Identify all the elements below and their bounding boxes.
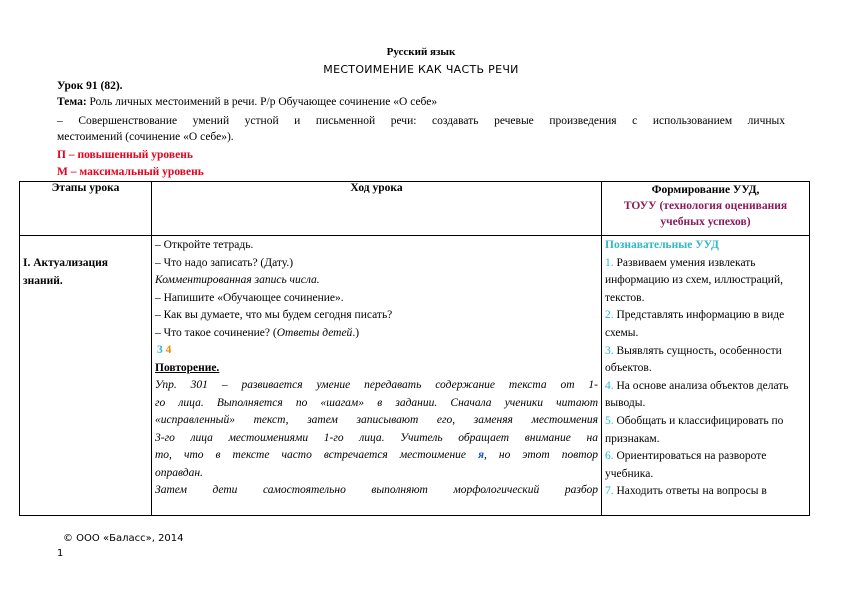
course-line-6 xyxy=(155,325,598,343)
header-uud xyxy=(602,182,810,236)
level-marker-4: 4 xyxy=(165,344,172,356)
uud-item-2-line-1 xyxy=(605,307,806,325)
course-line-6-suffix: .) xyxy=(352,326,360,339)
header-uud-line-1: Формирование УУД, xyxy=(651,184,760,196)
goal-line-2: местоимений (сочинение «О себе»). xyxy=(57,131,234,143)
course-paragraph-line-7: Затем дети самостоятельно выполняют морфологический разбор xyxy=(155,484,598,496)
course-paragraph-line-2: го лица. Выполняется по «шагам» в задании. Сначала ученики читают xyxy=(155,396,598,409)
course-paragraph-line-6: оправдан. xyxy=(155,466,203,479)
course-line-2: – Что надо записать? (Дату.) xyxy=(155,256,294,269)
uud-item-text: Обобщать и классифицировать по xyxy=(613,414,784,427)
uud-item xyxy=(605,413,806,448)
level-marker-3: 3 xyxy=(157,344,163,356)
lesson-table xyxy=(19,181,810,516)
uud-title: Познавательные УУД xyxy=(605,239,719,251)
doc-title: МЕСТОИМЕНИЕ КАК ЧАСТЬ РЕЧИ xyxy=(323,63,519,76)
header-stages: Этапы урока xyxy=(20,182,152,236)
uud-cell xyxy=(602,236,810,516)
course-line-5: – Как вы думаете, что мы будем сегодня писать? xyxy=(155,309,393,321)
uud-item-text: Развиваем умения извлекать xyxy=(613,256,756,269)
course-line-1: – Откройте тетрадь. xyxy=(155,239,254,251)
table-row xyxy=(20,236,810,516)
uud-item-1-line-2: информацию из схем, иллюстраций, xyxy=(605,274,783,287)
lesson-goal xyxy=(57,113,785,145)
stage-cell xyxy=(20,236,152,516)
uud-item-2-line-2: схемы. xyxy=(605,326,639,339)
uud-item-number: 4. xyxy=(605,379,614,392)
uud-item-number: 7. xyxy=(605,485,614,498)
uud-item xyxy=(605,343,806,378)
uud-item-text: Находить ответы на вопросы в xyxy=(613,485,767,498)
stage-line-1: I. Актуализация xyxy=(23,257,109,269)
course-paragraph-line-5c: , но этот повтор xyxy=(484,449,599,461)
uud-item-text: Выявлять сущность, особенности xyxy=(613,344,782,357)
course-line-6-prefix: – Что такое сочинение? ( xyxy=(155,326,277,339)
uud-item-1-line-3: текстов. xyxy=(605,291,645,304)
level-markers xyxy=(155,342,598,360)
course-line-3: Комментированная запись числа. xyxy=(155,274,320,286)
uud-item-number: 6. xyxy=(605,450,614,463)
theme-label: Тема: xyxy=(57,96,87,108)
uud-item xyxy=(605,307,806,342)
course-line-6-italic: Ответы детей xyxy=(276,326,353,339)
course-line-4: – Напишите «Обучающее сочинение». xyxy=(155,291,344,304)
page-number: 1 xyxy=(57,548,64,559)
uud-item-number: 1. xyxy=(605,256,614,269)
course-paragraph-line-1: Упр. 301 – развивается умение передавать содержание текста от 1- xyxy=(155,379,598,391)
stage-line-2: знаний. xyxy=(23,274,63,287)
lesson-number: Урок 91 (82). xyxy=(57,80,123,92)
uud-item-5-line-1 xyxy=(605,413,806,431)
uud-item-text: Ориентироваться на развороте xyxy=(613,450,767,463)
uud-item-number: 5. xyxy=(605,414,614,427)
uud-item-5-line-2: признакам. xyxy=(605,432,660,445)
footer-copyright: © ООО «Баласс», 2014 xyxy=(63,533,184,544)
theme-text: Роль личных местоимений в речи. Р/р Обучающее сочинение «О себе» xyxy=(86,96,438,108)
uud-item xyxy=(605,483,806,501)
course-paragraph-line-5 xyxy=(155,447,598,465)
goal-line-1: – Совершенствование умений устной и письменной речи: создавать речевые произведения с использованием личных xyxy=(57,115,785,127)
course-cell xyxy=(152,236,602,516)
doc-subject: Русский язык xyxy=(386,46,456,58)
uud-item-6-line-2: учебника. xyxy=(605,467,654,480)
uud-item-text: Представлять информацию в виде xyxy=(613,309,785,322)
header-uud-line-2: ТОУУ (технология оценивания xyxy=(623,200,788,212)
course-paragraph-line-4: 3-го лица местоимениями 1-го лица. Учитель обращает внимание на xyxy=(155,431,598,444)
uud-item xyxy=(605,448,806,483)
course-paragraph-line-5a: то, что в тексте часто встречается местоимение xyxy=(155,449,479,461)
uud-item-4-line-1 xyxy=(605,378,806,396)
repeat-heading: Повторение. xyxy=(155,361,220,374)
uud-item-7-line-1 xyxy=(605,483,806,501)
uud-item xyxy=(605,255,806,308)
level-maximum: М – максимальный уровень xyxy=(57,166,204,178)
level-advanced: П – повышенный уровень xyxy=(57,149,193,161)
uud-item-3-line-2: объектов. xyxy=(605,362,652,375)
lesson-theme xyxy=(57,96,437,108)
uud-item-number: 3. xyxy=(605,344,614,357)
table-header-row xyxy=(20,182,810,236)
uud-item-text: На основе анализа объектов делать xyxy=(613,379,789,392)
uud-item-6-line-1 xyxy=(605,448,806,466)
uud-item xyxy=(605,378,806,413)
uud-item-3-line-1 xyxy=(605,343,806,361)
pronoun-ya: я xyxy=(478,449,484,461)
course-paragraph-line-3: «исправленный» текст, затем записывают его, заменяя местоимения xyxy=(155,414,598,426)
uud-item-number: 2. xyxy=(605,309,614,322)
header-uud-line-3: учебных успехов) xyxy=(660,216,751,228)
uud-item-4-line-2: выводы. xyxy=(605,397,646,410)
header-course: Ход урока xyxy=(152,182,602,236)
uud-item-1-line-1 xyxy=(605,255,806,273)
